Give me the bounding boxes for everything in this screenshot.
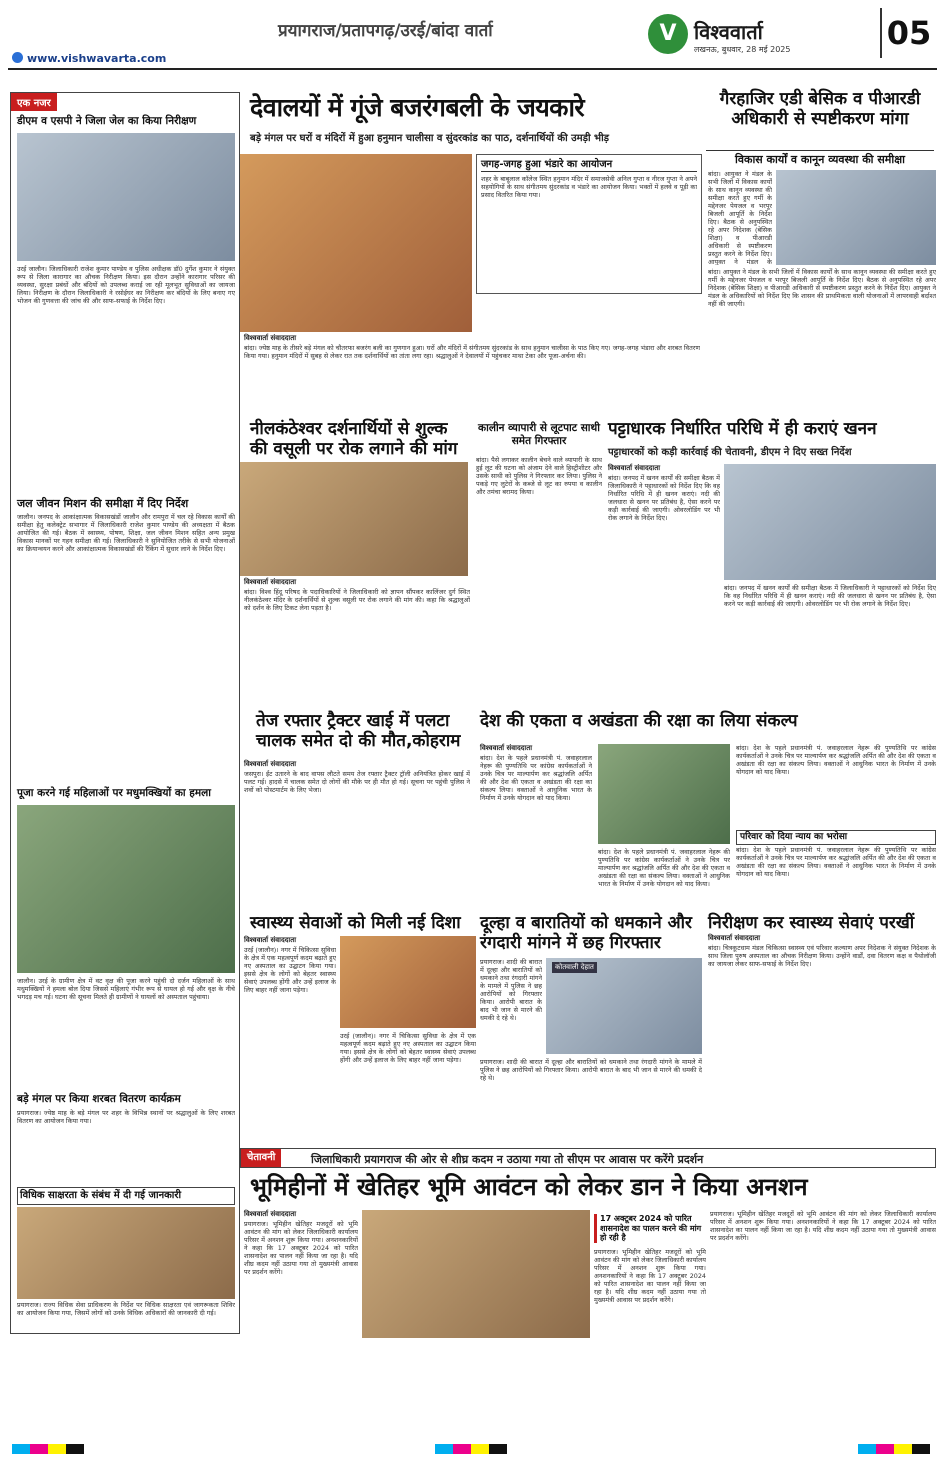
khanan-photo (724, 464, 936, 580)
bee-attack-body: जालौन। उरई के ग्रामीण क्षेत्र में वट वृक्ष की पूजा करने पहुंची दो दर्जन महिलाओं के साथ मधुमक्खियों ने हमला बोल दिया जिससे महिलाएं गंभीर रूप से घायल हो गई और वृक्ष के नीचे भगदड़ मच गई। घटना की सूचना मिलते ही ग्रामीणों ने घायलों को अस्पताल पहुंचाया। (17, 977, 235, 1001)
bhandara-body: शहर के बाबूलाल कॉलेज स्थित हनुमान मंदिर में समाजसेवी अनिल गुप्ता व नीरज गुप्ता ने अपने सहयोगियों के साथ संगीतमय सुंदरकांड व भंडारे का आयोजन किया। भक्तों में हलवे व पूड़ी का प्रसाद वितरित किया गया। (481, 175, 697, 199)
nilkanth-byline: विश्ववार्ता संवाददाता (244, 578, 297, 586)
anshan-body-c: प्रयागराज। भूमिहीन खेतिहर मजदूरों को भूमि आवंटन की मांग को लेकर जिलाधिकारी कार्यालय परिसर में अनशन शुरू किया गया। अनशनकारियों ने कहा कि 17 अक्टूबर 2024 को पारित शासनादेश का पालन नहीं किया जा रहा है। यदि शीघ्र कदम नहीं उठाया गया तो मुख्यमंत्री आवास पर प्रदर्शन करेंगे। (710, 1210, 936, 1242)
khanan-sub: पट्टाधारकों को कड़ी कार्रवाई की चेतावनी, डीएम ने दिए सख्त निर्देश (608, 447, 852, 458)
site-url[interactable] (12, 52, 166, 65)
print-color-bar-mid (435, 1444, 509, 1454)
url-text: www.vishwavarta.com (27, 52, 167, 65)
jail-inspection-body: उरई जालौन। जिलाधिकारी राजेश कुमार पाण्डेय व पुलिस अधीक्षक डॉ0 दुर्गेश कुमार ने संयुक्त रूप से जिला कारागार का औचक निरीक्षण किया। इस दौरान उन्होंने कारागार परिसर की व्यवस्था, सुरक्षा प्रबंधों और बंदियों को उपलब्ध कराई जा रही मूलभूत सुविधाओं का जायजा लिया। निरीक्षण के दौरान जिलाधिकारी ने रसोईघर का निरीक्षण कर बंदियों के लिए बनाए गए भोजन की गुणवत्ता की जांच की और साफ-सफाई के निर्देश दिए। (17, 265, 235, 305)
desh-byline: विश्ववार्ता संवाददाता (480, 744, 533, 752)
vidhik-body: प्रयागराज। राज्य विधिक सेवा प्राधिकरण के निर्देश पर विधिक साक्षरता एवं जागरूकता शिविर का आयोजन किया गया, जिसमें लोगों को उनके विधिक अधिकारों की जानकारी दी गई। (17, 1301, 235, 1317)
ek-nazar-label: एक नजर (11, 93, 57, 111)
anshan-body-b: प्रयागराज। भूमिहीन खेतिहर मजदूरों को भूमि आवंटन की मांग को लेकर जिलाधिकारी कार्यालय परिसर में अनशन शुरू किया गया। अनशनकारियों ने कहा कि 17 अक्टूबर 2024 को पारित शासनादेश का पालन नहीं किया जा रहा है। यदि शीघ्र कदम नहीं उठाया गया तो मुख्यमंत्री आवास पर प्रदर्शन करेंगे। (594, 1248, 706, 1304)
dulha-photo (546, 958, 702, 1054)
tractor-head: तेज रफ्तार ट्रैक्टर खाई में पलटा चालक समेत दो की मौत,कोहराम (256, 711, 461, 751)
khanan-body: बांदा। जनपद में खनन कार्यों की समीक्षा बैठक में जिलाधिकारी ने पट्टाधारकों को निर्देश दिए कि वह निर्धारित परिधि में ही खनन कराएं। नदी की जलधारा से खनन पर प्रतिबंध है, ऐसा करने पर कड़ी कार्रवाई की जाएगी। ओवरलोडिंग पर भी रोक लगाने के निर्देश दिए। (608, 474, 720, 522)
absent-officers-sub: विकास कार्यों व कानून व्यवस्था की समीक्षा (706, 150, 934, 166)
kalin-body: बांदा। पैसे लगाकर कालीन बेचने वाले व्यापारी के साथ हुई लूट की घटना को अंजाम देने वाले हिस्ट्रीशीटर और उसके साथी को पुलिस ने गिरफ्तार कर लिया। पुलिस ने पकड़े गए लुटेरों के कब्जे से लूट का रुपया व कालीन और तमंचा बरामद किया। (476, 456, 602, 496)
nirikshan-body: बांदा। चित्रकूटधाम मंडल चिकित्सा स्वास्थ्य एवं परिवार कल्याण अपर निदेशक ने संयुक्त निदेशक के साथ जिला पुरुष अस्पताल का औचक निरीक्षण किया। उन्होंने वार्डों, दवा वितरण कक्ष व पैथोलॉजी का जायजा लेकर साफ-सफाई के निर्देश दिए। (708, 944, 936, 968)
kalin-head: कालीन व्यापारी से लूटपाट साथी समेत गिरफ्तार (478, 422, 600, 447)
absent-officers-head: गैरहाजिर एडी बेसिक व पीआरडी अधिकारी से स्पष्टीकरण मांगा (719, 89, 921, 129)
globe-icon (12, 52, 23, 63)
swasthya-photo (340, 936, 476, 1028)
jail-inspection-photo (17, 133, 235, 261)
tractor-byline: विश्ववार्ता संवाददाता (244, 760, 297, 768)
swasthya-body-b: उरई (जालौन)। नगर में चिकित्सा सुविधा के क्षेत्र में एक महत्वपूर्ण कदम बढ़ाते हुए नए अस्पताल का उद्घाटन किया गया। इससे क्षेत्र के लोगों को बेहतर स्वास्थ्य सेवाएं उपलब्ध होंगी और उन्हें इलाज के लिए बाहर नहीं जाना पड़ेगा। (340, 1032, 476, 1064)
desh-photo (598, 744, 730, 844)
bhandara-head: जगह-जगह हुआ भंडारे का आयोजन (481, 159, 697, 172)
jail-inspection-head: डीएम व एसपी ने जिला जेल का किया निरीक्षण (17, 115, 197, 127)
anshan-head: भूमिहीनों में खेतिहर भूमि आवंटन को लेकर डान ने किया अनशन (250, 1173, 808, 1201)
desh-body-d: बांदा। देश के पहले प्रधानमंत्री पं. जवाहरलाल नेहरू की पुण्यतिथि पर कांग्रेस कार्यकर्ताओं ने उनके चित्र पर माल्यार्पण कर श्रद्धांजलि अर्पित की और देश की एकता व अखंडता की रक्षा का संकल्प लिया। वक्ताओं ने आधुनिक भारत के निर्माण में उनके योगदान को याद किया। (736, 846, 936, 878)
desh-body: बांदा। देश के पहले प्रधानमंत्री पं. जवाहरलाल नेहरू की पुण्यतिथि पर कांग्रेस कार्यकर्ताओं ने उनके चित्र पर माल्यार्पण कर श्रद्धांजलि अर्पित की और देश की एकता व अखंडता की रक्षा का संकल्प लिया। वक्ताओं ने आधुनिक भारत के निर्माण में उनके योगदान को याद किया। (480, 754, 592, 802)
warning-text: जिलाधिकारी प्रयागराज की ओर से शीघ्र कदम न उठाया गया तो सीएम पर आवास पर करेंगे प्रदर्शन (311, 1153, 704, 1166)
bhandara-box (476, 154, 702, 294)
nilkanth-head: नीलकंठेश्वर दर्शनार्थियों से शुल्क की वसूली पर रोक लगाने की मांग (250, 419, 458, 459)
jal-jeevan-head: जल जीवन मिशन की समीक्षा में दिए निर्देश (17, 497, 189, 510)
swasthya-head: स्वास्थ्य सेवाओं को मिली नई दिशा (250, 913, 461, 933)
print-color-bar-left (12, 1444, 86, 1454)
khanan-head: पट्टाधारक निर्धारित परिधि में ही कराएं खनन (608, 419, 877, 439)
vidhik-head: विधिक साक्षरता के संबंध में दी गई जानकारी (17, 1187, 235, 1205)
desh-body-b: बांदा। देश के पहले प्रधानमंत्री पं. जवाहरलाल नेहरू की पुण्यतिथि पर कांग्रेस कार्यकर्ताओं ने उनके चित्र पर माल्यार्पण कर श्रद्धांजलि अर्पित की और देश की एकता व अखंडता की रक्षा का संकल्प लिया। वक्ताओं ने आधुनिक भारत के निर्माण में उनके योगदान को याद किया। (598, 848, 730, 888)
dateline: लखनऊ, बुधवार, 28 मई 2025 (694, 45, 791, 54)
dulha-head: दूल्हा व बारातियों को धमकाने और रंगदारी मांगने में छह गिरफ्तार (480, 913, 692, 953)
print-color-bar-right (858, 1444, 932, 1454)
swasthya-body: उरई (जालौन)। नगर में चिकित्सा सुविधा के क्षेत्र में एक महत्वपूर्ण कदम बढ़ाते हुए नए अस्पताल का उद्घाटन किया गया। इससे क्षेत्र के लोगों को बेहतर स्वास्थ्य सेवाएं उपलब्ध होंगी और उन्हें इलाज के लिए बाहर नहीं जाना पड़ेगा। (244, 946, 336, 994)
desh-body-c: बांदा। देश के पहले प्रधानमंत्री पं. जवाहरलाल नेहरू की पुण्यतिथि पर कांग्रेस कार्यकर्ताओं ने उनके चित्र पर माल्यार्पण कर श्रद्धांजलि अर्पित की और देश की एकता व अखंडता की रक्षा का संकल्प लिया। वक्ताओं ने आधुनिक भारत के निर्माण में उनके योगदान को याद किया। (736, 744, 936, 776)
absent-officers-body-a: बांदा। आयुक्त ने मंडल के सभी जिलों में विकास कार्यों के साथ कानून व्यवस्था की समीक्षा करते हुए गर्मी के मद्देनजर पेयजल व भरपूर बिजली आपूर्ति के निर्देश दिए। बैठक से अनुपस्थित रहे अपर निदेशक (बेसिक शिक्षा) व पीआरडी अधिकारी से स्पष्टीकरण प्रस्तुत करने के निर्देश दिए। आयुक्त ने मंडल के (708, 170, 772, 265)
anshan-byline: विश्ववार्ता संवाददाता (244, 1210, 297, 1218)
absent-officers-body: बांदा। आयुक्त ने मंडल के सभी जिलों में विकास कार्यों के साथ कानून व्यवस्था की समीक्षा करते हुए गर्मी के मद्देनजर पेयजल व भरपूर बिजली आपूर्ति के निर्देश दिए। बैठक से अनुपस्थित रहे अपर निदेशक (बेसिक शिक्षा) व पीआरडी अधिकारी से स्पष्टीकरण प्रस्तुत करने के निर्देश दिए। आयुक्त ने मंडल के अधिकारियों को निर्देश दिए कि शासन की प्राथमिकता वाली योजनाओं में लापरवाही बर्दाश्त नहीं की जाएगी। (708, 268, 936, 308)
sharbat-body: प्रयागराज। ज्येष्ठ माह के बड़े मंगल पर शहर के विभिन्न स्थानों पर श्रद्धालुओं के लिए शरबत वितरण का आयोजन किया गया। (17, 1109, 235, 1125)
anshan-photo (362, 1210, 590, 1338)
anshan-quote: 17 अक्टूबर 2024 को पारित शासनादेश का पालन करने की मांग हो रही है (594, 1214, 706, 1243)
lead-subhead: बड़े मंगल पर घरों व मंदिरों में हुआ हनुमान चालीसा व सुंदरकांड का पाठ, दर्शनार्थियों की उमड़ी भीड़ (250, 133, 610, 144)
khanan-byline: विश्ववार्ता संवाददाता (608, 464, 661, 472)
sharbat-head: बड़े मंगल पर किया शरबत वितरण कार्यक्रम (17, 1093, 181, 1105)
dulha-photo-label: कोतवाली देहात (552, 962, 597, 973)
page-number: 05 (880, 8, 936, 58)
swasthya-byline: विश्ववार्ता संवाददाता (244, 936, 297, 944)
page-header (8, 8, 937, 70)
ek-nazar-column (10, 92, 240, 1334)
desh-head: देश की एकता व अखंडता की रक्षा का लिया संकल्प (480, 711, 798, 731)
lead-headline: देवालयों में गूंजे बजरंगबली के जयकारे (250, 93, 585, 122)
dulha-body: प्रयागराज। शादी की बारात में दूल्हा और बारातियों को धमकाने तथा रंगदारी मांगने के मामले में पुलिस ने छह आरोपियों को गिरफ्तार किया। आरोपी बारात के बाद भी जान से मारने की धमकी दे रहे थे। (480, 958, 542, 1022)
bee-attack-head: पूजा करने गई महिलाओं पर मधुमक्खियों का हमला (17, 787, 211, 799)
bee-attack-photo (17, 805, 235, 973)
review-meeting-photo (776, 170, 936, 265)
lead-photo (240, 154, 472, 332)
vidhik-photo (17, 1207, 235, 1299)
khanan-body-b: बांदा। जनपद में खनन कार्यों की समीक्षा बैठक में जिलाधिकारी ने पट्टाधारकों को निर्देश दिए कि वह निर्धारित परिधि में ही खनन कराएं। नदी की जलधारा से खनन पर प्रतिबंध है, ऐसा करने पर कड़ी कार्रवाई की जाएगी। ओवरलोडिंग पर भी रोक लगाने के निर्देश दिए। (724, 584, 936, 608)
nilkanth-body: बांदा। विश्व हिंदू परिषद के पदाधिकारियों ने जिलाधिकारी को ज्ञापन सौंपकर कालिंजर दुर्ग स्थित नीलकंठेश्वर मंदिर के दर्शनार्थियों से शुल्क वसूली पर रोक लगाने की मांग की। कहा कि श्रद्धालुओं को दर्शन के लिए टिकट लेना पड़ता है। (244, 588, 470, 612)
brand-name: विश्ववार्ता (694, 20, 763, 44)
nilkanth-photo (240, 462, 468, 576)
warning-strip (240, 1148, 936, 1168)
lead-byline: विश्ववार्ता संवाददाता (244, 334, 297, 342)
dulha-body-b: प्रयागराज। शादी की बारात में दूल्हा और बारातियों को धमकाने तथा रंगदारी मांगने के मामले में पुलिस ने छह आरोपियों को गिरफ्तार किया। आरोपी बारात के बाद भी जान से मारने की धमकी दे रहे थे। (480, 1058, 702, 1082)
section-title: प्रयागराज/प्रतापगढ़/उरई/बांदा वार्ता (278, 21, 493, 41)
jal-jeevan-body: जालौन। जनपद के आकांक्षात्मक विकासखंडों जालौन और रामपुरा में चल रहे विकास कार्यों की समीक्षा हेतु कलेक्ट्रेट सभागार में जिलाधिकारी राजेश कुमार पाण्डेय की अध्यक्षता में बैठक आयोजित की गई। बैठक में स्वास्थ्य, पोषण, शिक्षा, जल जीवन मिशन सहित अन्य प्रमुख विकास मानकों पर गहन समीक्षा की गई। जिलाधिकारी ने सुनियोजित तरीके से सभी योजनाओं का क्रियान्वयन करने और आकांक्षात्मक विकासखंडों की रैंकिंग में सुधार लाने के निर्देश दिए। (17, 513, 235, 553)
tractor-body: जसपुरा। ईंट उतारने के बाद वापस लौटते समय तेज रफ्तार ट्रैक्टर ट्रॉली अनियंत्रित होकर खाई में पलट गई। हादसे में चालक समेत दो लोगों की मौके पर ही मौत हो गई। सूचना पर पहुंची पुलिस ने शवों को पोस्टमार्टम के लिए भेजा। (244, 770, 470, 794)
nirikshan-head: निरीक्षण कर स्वास्थ्य सेवाएं परखीं (708, 913, 915, 933)
warning-label: चेतावनी (241, 1149, 281, 1167)
desh-sub2: परिवार को दिया न्याय का भरोसा (736, 830, 936, 845)
brand-logo: V (648, 14, 688, 54)
lead-body: बांदा। ज्येष्ठ माह के तीसरे बड़े मंगल को चौतरफा बजरंग बली का गुणगान हुआ। घरों और मंदिरों में संगीतमय सुंदरकांड के साथ हनुमान चालीसा के पाठ किए गए। जगह-जगह भंडारा और शरबत वितरण किया गया। हनुमान मंदिरों में सुबह से लेकर रात तक दर्शनार्थियों का तांता लगा रहा। श्रद्धालुओं ने देवालयों में पहुंचकर माथा टेका और पूजा-अर्चना की। (244, 344, 700, 360)
anshan-body: प्रयागराज। भूमिहीन खेतिहर मजदूरों को भूमि आवंटन की मांग को लेकर जिलाधिकारी कार्यालय परिसर में अनशन शुरू किया गया। अनशनकारियों ने कहा कि 17 अक्टूबर 2024 को पारित शासनादेश का पालन नहीं किया जा रहा है। यदि शीघ्र कदम नहीं उठाया गया तो मुख्यमंत्री आवास पर प्रदर्शन करेंगे। (244, 1220, 358, 1276)
nirikshan-byline: विश्ववार्ता संवाददाता (708, 934, 761, 942)
